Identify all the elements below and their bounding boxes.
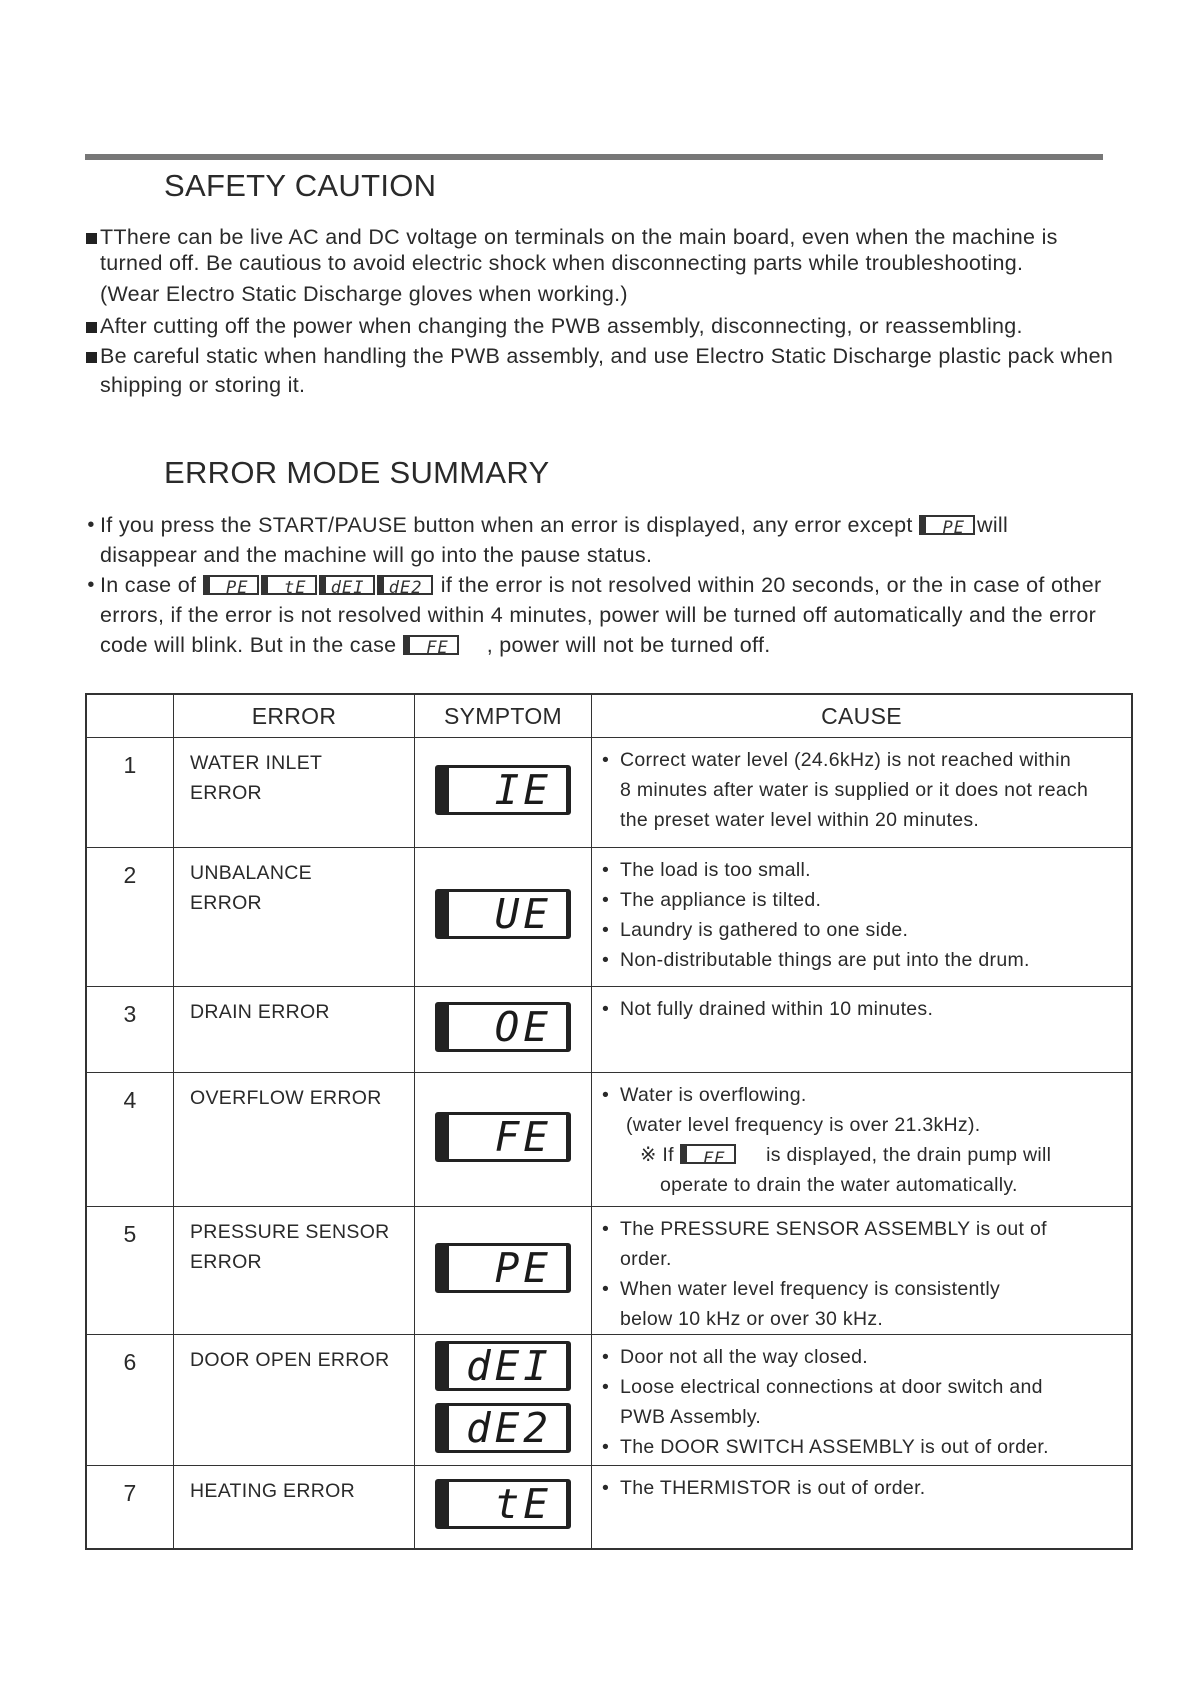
table-row: 6 DOOR OPEN ERROR dEI dE2 • Door not all the way closed. • Loose electrical connections at door switch and PWB Assembly. • The DOOR SWITCH ASSEMBLY is out of order. bbox=[86, 1335, 1132, 1466]
error-name: UNBALANCE ERROR bbox=[190, 862, 312, 914]
lcd-display-oe: OE bbox=[435, 1002, 571, 1052]
table-header-row bbox=[86, 694, 1132, 738]
header-no bbox=[86, 694, 174, 738]
lcd-display-de1: dEI bbox=[435, 1341, 571, 1391]
inline-code-pe: PE bbox=[203, 575, 259, 595]
safety-item-2: After cutting off the power when changing the PWB assembly, disconnecting, or reassembling. bbox=[84, 313, 1184, 340]
table-row: 1 WATER INLET ERROR IE • Correct water level (24.6kHz) is not reached within 8 minutes after water is supplied or it does not reach the preset water level within 20 minutes. bbox=[86, 738, 1132, 848]
table-row: 7 HEATING ERROR tE • The THERMISTOR is out of order. bbox=[86, 1466, 1132, 1549]
dot-bullet-icon: • bbox=[87, 574, 95, 596]
inline-code-de1: dEI bbox=[319, 575, 375, 595]
row-number: 7 bbox=[123, 1480, 137, 1506]
safety-caution-title: SAFETY CAUTION bbox=[164, 168, 437, 203]
inline-code-te: tE bbox=[261, 575, 317, 595]
error-name: WATER INLET ERROR bbox=[190, 752, 323, 804]
summary-paragraph-2-line-2: errors, if the error is not resolved within 4 minutes, power will be turned off automatically and the error bbox=[100, 603, 1097, 627]
header-cause: CAUSE bbox=[592, 694, 1133, 738]
error-name: OVERFLOW ERROR bbox=[190, 1087, 382, 1109]
error-name: DRAIN ERROR bbox=[190, 1001, 330, 1023]
safety-item-3: Be careful static when handling the PWB assembly, and use Electro Static Discharge plastic pack when bbox=[84, 343, 1184, 370]
square-bullet-icon bbox=[84, 313, 98, 340]
summary-paragraph-1: • If you press the START/PAUSE button when an error is displayed, any error except PE will bbox=[84, 512, 1184, 539]
inline-code-fe: FE bbox=[680, 1144, 736, 1164]
row-number: 1 bbox=[123, 752, 137, 778]
error-mode-summary-title: ERROR MODE SUMMARY bbox=[164, 455, 550, 490]
inline-code-pe: PE bbox=[919, 515, 975, 535]
table-row: 5 PRESSURE SENSOR ERROR PE • The PRESSURE SENSOR ASSEMBLY is out of order. • When water level frequency is consistently below 10 kHz or over 30 kHz. bbox=[86, 1207, 1132, 1335]
dot-bullet-icon: • bbox=[87, 514, 95, 536]
row-number: 4 bbox=[123, 1087, 137, 1113]
row-number: 3 bbox=[123, 1001, 137, 1027]
lcd-display-fe: FE bbox=[435, 1112, 571, 1162]
row-number: 2 bbox=[123, 862, 137, 888]
safety-item-3-line-2: shipping or storing it. bbox=[100, 373, 306, 397]
top-rule bbox=[85, 154, 1103, 160]
table-row: 4 OVERFLOW ERROR FE • Water is overflowing. (water level frequency is over 21.3kHz). ※ If FE is displayed, the drain pump will operate to drain the water automatically. bbox=[86, 1073, 1132, 1207]
summary-paragraph-2-line-3: code will blink. But in the case FE , power will not be turned off. bbox=[100, 633, 771, 658]
table-row: 3 DRAIN ERROR OE • Not fully drained within 10 minutes. bbox=[86, 987, 1132, 1073]
table-row: 2 UNBALANCE ERROR UE • The load is too small. • The appliance is tilted. • Laundry is gathered to one side. • Non-distributable things are put into the drum. bbox=[86, 848, 1132, 987]
header-symptom: SYMPTOM bbox=[415, 694, 592, 738]
row-number: 5 bbox=[123, 1221, 137, 1247]
square-bullet-icon bbox=[84, 224, 98, 251]
square-bullet-icon bbox=[84, 343, 98, 370]
lcd-display-pe: PE bbox=[435, 1243, 571, 1293]
lcd-display-ie: IE bbox=[435, 765, 571, 815]
header-error: ERROR bbox=[174, 694, 415, 738]
safety-item-1-line-3: (Wear Electro Static Discharge gloves when working.) bbox=[100, 282, 628, 306]
inline-code-fe: FE bbox=[403, 635, 459, 655]
summary-paragraph-2: • In case of PE tE dEI dE2 if the error is not resolved within 20 seconds, or the in case of other bbox=[84, 572, 1184, 599]
error-name: DOOR OPEN ERROR bbox=[190, 1349, 390, 1371]
safety-item-1-line-2: turned off. Be cautious to avoid electric shock when disconnecting parts while troubleshooting. bbox=[100, 251, 1024, 275]
inline-code-de2: dE2 bbox=[377, 575, 433, 595]
lcd-display-ue: UE bbox=[435, 889, 571, 939]
safety-item-1: TThere can be live AC and DC voltage on terminals on the main board, even when the machine is bbox=[84, 224, 1184, 251]
row-number: 6 bbox=[123, 1349, 137, 1375]
error-name: HEATING ERROR bbox=[190, 1480, 355, 1502]
error-table bbox=[85, 693, 1133, 1550]
lcd-display-de2: dE2 bbox=[435, 1403, 571, 1453]
summary-paragraph-1-line-2: disappear and the machine will go into the pause status. bbox=[100, 543, 653, 567]
lcd-display-te: tE bbox=[435, 1479, 571, 1529]
error-name: PRESSURE SENSOR ERROR bbox=[190, 1221, 390, 1273]
